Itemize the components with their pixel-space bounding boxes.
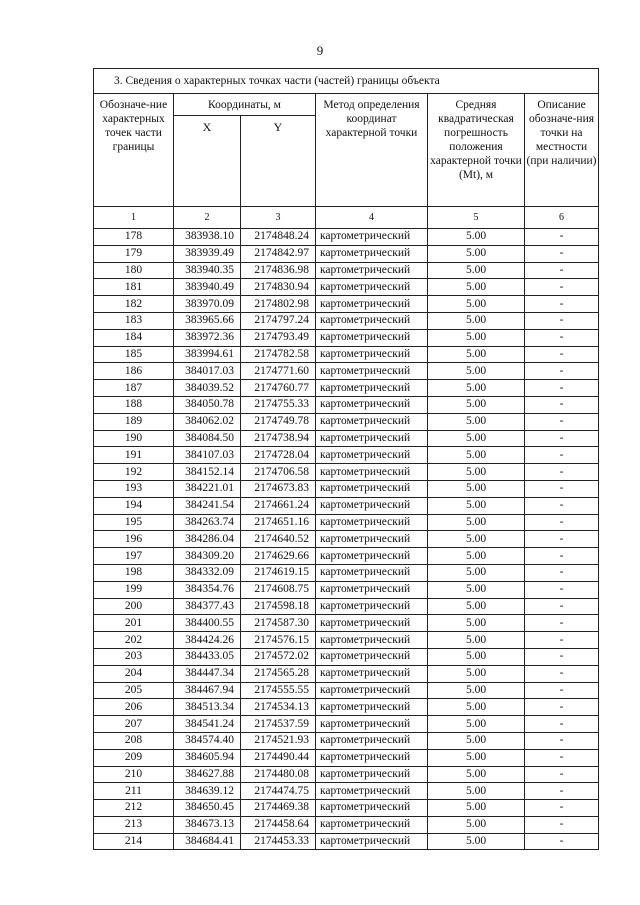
method-cell: картометрический [316, 816, 428, 833]
table-row [94, 464, 599, 481]
column-number: 4 [316, 207, 428, 229]
error-cell: 5.00 [428, 564, 525, 581]
error-cell: 5.00 [428, 279, 525, 296]
description-cell: - [525, 329, 599, 346]
y-coordinate-cell: 2174587.30 [241, 615, 316, 632]
y-coordinate-cell: 2174830.94 [241, 279, 316, 296]
point-number-cell: 190 [94, 430, 174, 447]
method-cell: картометрический [316, 514, 428, 531]
point-number-cell: 180 [94, 262, 174, 279]
table-row [94, 329, 599, 346]
table-row [94, 229, 599, 246]
point-number-cell: 192 [94, 464, 174, 481]
x-coordinate-cell: 384309.20 [174, 548, 241, 565]
method-cell: картометрический [316, 783, 428, 800]
method-cell: картометрический [316, 329, 428, 346]
x-coordinate-cell: 384107.03 [174, 447, 241, 464]
description-cell: - [525, 480, 599, 497]
table-row [94, 766, 599, 783]
y-coordinate-cell: 2174458.64 [241, 816, 316, 833]
error-cell: 5.00 [428, 464, 525, 481]
table-row [94, 800, 599, 817]
y-coordinate-cell: 2174474.75 [241, 783, 316, 800]
x-coordinate-cell: 384639.12 [174, 783, 241, 800]
description-cell: - [525, 363, 599, 380]
table-row [94, 564, 599, 581]
x-coordinate-cell: 384605.94 [174, 749, 241, 766]
y-coordinate-cell: 2174782.58 [241, 346, 316, 363]
x-coordinate-cell: 384433.05 [174, 648, 241, 665]
error-cell: 5.00 [428, 229, 525, 246]
table-row [94, 598, 599, 615]
x-coordinate-cell: 384467.94 [174, 682, 241, 699]
error-cell: 5.00 [428, 783, 525, 800]
description-cell: - [525, 430, 599, 447]
error-cell: 5.00 [428, 732, 525, 749]
error-cell: 5.00 [428, 262, 525, 279]
x-coordinate-cell: 384263.74 [174, 514, 241, 531]
y-coordinate-cell: 2174749.78 [241, 413, 316, 430]
point-number-cell: 195 [94, 514, 174, 531]
description-cell: - [525, 413, 599, 430]
point-number-cell: 181 [94, 279, 174, 296]
y-coordinate-cell: 2174565.28 [241, 665, 316, 682]
point-number-cell: 199 [94, 581, 174, 598]
y-coordinate-cell: 2174661.24 [241, 497, 316, 514]
point-number-cell: 209 [94, 749, 174, 766]
point-number-cell: 203 [94, 648, 174, 665]
error-cell: 5.00 [428, 312, 525, 329]
method-cell: картометрический [316, 732, 428, 749]
x-coordinate-cell: 384400.55 [174, 615, 241, 632]
error-cell: 5.00 [428, 699, 525, 716]
point-number-cell: 208 [94, 732, 174, 749]
method-cell: картометрический [316, 648, 428, 665]
table-row [94, 279, 599, 296]
table-row [94, 783, 599, 800]
x-coordinate-cell: 384084.50 [174, 430, 241, 447]
header-y: Y [241, 116, 316, 207]
y-coordinate-cell: 2174619.15 [241, 564, 316, 581]
column-numbers-row [94, 207, 599, 229]
point-number-cell: 182 [94, 296, 174, 313]
table-row [94, 380, 599, 397]
table-row [94, 682, 599, 699]
y-coordinate-cell: 2174842.97 [241, 245, 316, 262]
method-cell: картометрический [316, 564, 428, 581]
header-method: Метод определения координат характерной точки [316, 94, 428, 207]
method-cell: картометрический [316, 279, 428, 296]
method-cell: картометрический [316, 682, 428, 699]
y-coordinate-cell: 2174760.77 [241, 380, 316, 397]
description-cell: - [525, 766, 599, 783]
point-number-cell: 189 [94, 413, 174, 430]
point-number-cell: 193 [94, 480, 174, 497]
x-coordinate-cell: 383972.36 [174, 329, 241, 346]
table-row [94, 514, 599, 531]
error-cell: 5.00 [428, 632, 525, 649]
table-row [94, 346, 599, 363]
table-row [94, 665, 599, 682]
method-cell: картометрический [316, 548, 428, 565]
error-cell: 5.00 [428, 497, 525, 514]
method-cell: картометрический [316, 296, 428, 313]
description-cell: - [525, 245, 599, 262]
error-cell: 5.00 [428, 531, 525, 548]
section-title: 3. Сведения о характерных точках части (частей) границы объекта [94, 69, 599, 94]
x-coordinate-cell: 384424.26 [174, 632, 241, 649]
error-cell: 5.00 [428, 480, 525, 497]
x-coordinate-cell: 384332.09 [174, 564, 241, 581]
table-row [94, 447, 599, 464]
description-cell: - [525, 632, 599, 649]
y-coordinate-cell: 2174706.58 [241, 464, 316, 481]
table-row [94, 531, 599, 548]
point-number-cell: 179 [94, 245, 174, 262]
description-cell: - [525, 548, 599, 565]
column-number: 2 [174, 207, 241, 229]
point-number-cell: 185 [94, 346, 174, 363]
y-coordinate-cell: 2174651.16 [241, 514, 316, 531]
y-coordinate-cell: 2174572.02 [241, 648, 316, 665]
x-coordinate-cell: 384241.54 [174, 497, 241, 514]
x-coordinate-cell: 383994.61 [174, 346, 241, 363]
table-row [94, 716, 599, 733]
method-cell: картометрический [316, 480, 428, 497]
x-coordinate-cell: 384377.43 [174, 598, 241, 615]
error-cell: 5.00 [428, 245, 525, 262]
y-coordinate-cell: 2174480.08 [241, 766, 316, 783]
error-cell: 5.00 [428, 581, 525, 598]
y-coordinate-cell: 2174836.98 [241, 262, 316, 279]
y-coordinate-cell: 2174848.24 [241, 229, 316, 246]
point-number-cell: 191 [94, 447, 174, 464]
point-number-cell: 187 [94, 380, 174, 397]
point-number-cell: 205 [94, 682, 174, 699]
y-coordinate-cell: 2174738.94 [241, 430, 316, 447]
description-cell: - [525, 312, 599, 329]
method-cell: картометрический [316, 665, 428, 682]
description-cell: - [525, 833, 599, 850]
error-cell: 5.00 [428, 363, 525, 380]
description-cell: - [525, 531, 599, 548]
point-number-cell: 197 [94, 548, 174, 565]
table-row [94, 413, 599, 430]
description-cell: - [525, 783, 599, 800]
y-coordinate-cell: 2174797.24 [241, 312, 316, 329]
table-row [94, 480, 599, 497]
header-description: Описание обозначе-ния точки на местности (при наличии) [525, 94, 599, 207]
table-row [94, 699, 599, 716]
method-cell: картометрический [316, 464, 428, 481]
method-cell: картометрический [316, 716, 428, 733]
x-coordinate-cell: 384673.13 [174, 816, 241, 833]
x-coordinate-cell: 384574.40 [174, 732, 241, 749]
y-coordinate-cell: 2174490.44 [241, 749, 316, 766]
point-number-cell: 178 [94, 229, 174, 246]
x-coordinate-cell: 384541.24 [174, 716, 241, 733]
y-coordinate-cell: 2174728.04 [241, 447, 316, 464]
x-coordinate-cell: 384650.45 [174, 800, 241, 817]
error-cell: 5.00 [428, 682, 525, 699]
x-coordinate-cell: 384050.78 [174, 396, 241, 413]
point-number-cell: 194 [94, 497, 174, 514]
x-coordinate-cell: 384447.34 [174, 665, 241, 682]
point-number-cell: 210 [94, 766, 174, 783]
point-number-cell: 200 [94, 598, 174, 615]
boundary-points-table [93, 68, 599, 850]
x-coordinate-cell: 383938.10 [174, 229, 241, 246]
error-cell: 5.00 [428, 396, 525, 413]
error-cell: 5.00 [428, 598, 525, 615]
description-cell: - [525, 497, 599, 514]
description-cell: - [525, 581, 599, 598]
error-cell: 5.00 [428, 749, 525, 766]
table-row [94, 632, 599, 649]
point-number-cell: 201 [94, 615, 174, 632]
x-coordinate-cell: 383940.49 [174, 279, 241, 296]
table-row [94, 816, 599, 833]
error-cell: 5.00 [428, 430, 525, 447]
table-row [94, 615, 599, 632]
y-coordinate-cell: 2174771.60 [241, 363, 316, 380]
description-cell: - [525, 615, 599, 632]
method-cell: картометрический [316, 766, 428, 783]
y-coordinate-cell: 2174534.13 [241, 699, 316, 716]
method-cell: картометрический [316, 833, 428, 850]
description-cell: - [525, 262, 599, 279]
y-coordinate-cell: 2174555.55 [241, 682, 316, 699]
y-coordinate-cell: 2174640.52 [241, 531, 316, 548]
y-coordinate-cell: 2174453.33 [241, 833, 316, 850]
x-coordinate-cell: 383940.35 [174, 262, 241, 279]
error-cell: 5.00 [428, 800, 525, 817]
table-row [94, 833, 599, 850]
table-row [94, 497, 599, 514]
method-cell: картометрический [316, 497, 428, 514]
method-cell: картометрический [316, 262, 428, 279]
method-cell: картометрический [316, 363, 428, 380]
y-coordinate-cell: 2174755.33 [241, 396, 316, 413]
description-cell: - [525, 296, 599, 313]
x-coordinate-cell: 383939.49 [174, 245, 241, 262]
point-number-cell: 212 [94, 800, 174, 817]
error-cell: 5.00 [428, 329, 525, 346]
method-cell: картометрический [316, 229, 428, 246]
y-coordinate-cell: 2174673.83 [241, 480, 316, 497]
table-row [94, 430, 599, 447]
description-cell: - [525, 682, 599, 699]
table-row [94, 396, 599, 413]
x-coordinate-cell: 384286.04 [174, 531, 241, 548]
error-cell: 5.00 [428, 380, 525, 397]
method-cell: картометрический [316, 380, 428, 397]
y-coordinate-cell: 2174469.38 [241, 800, 316, 817]
method-cell: картометрический [316, 749, 428, 766]
header-point: Обозначе-ние характерных точек части границы [94, 94, 174, 207]
point-number-cell: 204 [94, 665, 174, 682]
description-cell: - [525, 749, 599, 766]
error-cell: 5.00 [428, 766, 525, 783]
error-cell: 5.00 [428, 296, 525, 313]
method-cell: картометрический [316, 581, 428, 598]
error-cell: 5.00 [428, 816, 525, 833]
method-cell: картометрический [316, 430, 428, 447]
error-cell: 5.00 [428, 665, 525, 682]
table-row [94, 581, 599, 598]
method-cell: картометрический [316, 346, 428, 363]
description-cell: - [525, 732, 599, 749]
method-cell: картометрический [316, 598, 428, 615]
x-coordinate-cell: 384221.01 [174, 480, 241, 497]
x-coordinate-cell: 384627.88 [174, 766, 241, 783]
table-row [94, 262, 599, 279]
description-cell: - [525, 816, 599, 833]
description-cell: - [525, 716, 599, 733]
column-number: 5 [428, 207, 525, 229]
description-cell: - [525, 447, 599, 464]
error-cell: 5.00 [428, 648, 525, 665]
x-coordinate-cell: 383965.66 [174, 312, 241, 329]
method-cell: картометрический [316, 615, 428, 632]
x-coordinate-cell: 384152.14 [174, 464, 241, 481]
method-cell: картометрический [316, 447, 428, 464]
description-cell: - [525, 665, 599, 682]
x-coordinate-cell: 384017.03 [174, 363, 241, 380]
table-row [94, 312, 599, 329]
table-row [94, 732, 599, 749]
point-number-cell: 186 [94, 363, 174, 380]
x-coordinate-cell: 384039.52 [174, 380, 241, 397]
error-cell: 5.00 [428, 346, 525, 363]
header-coordinates: Координаты, м [174, 94, 316, 116]
error-cell: 5.00 [428, 833, 525, 850]
method-cell: картометрический [316, 699, 428, 716]
column-number: 6 [525, 207, 599, 229]
point-number-cell: 211 [94, 783, 174, 800]
table-row [94, 548, 599, 565]
description-cell: - [525, 279, 599, 296]
method-cell: картометрический [316, 632, 428, 649]
method-cell: картометрический [316, 245, 428, 262]
y-coordinate-cell: 2174576.15 [241, 632, 316, 649]
description-cell: - [525, 648, 599, 665]
error-cell: 5.00 [428, 514, 525, 531]
description-cell: - [525, 380, 599, 397]
y-coordinate-cell: 2174629.66 [241, 548, 316, 565]
point-number-cell: 183 [94, 312, 174, 329]
point-number-cell: 207 [94, 716, 174, 733]
description-cell: - [525, 396, 599, 413]
method-cell: картометрический [316, 396, 428, 413]
x-coordinate-cell: 384684.41 [174, 833, 241, 850]
point-number-cell: 214 [94, 833, 174, 850]
y-coordinate-cell: 2174802.98 [241, 296, 316, 313]
table-row [94, 296, 599, 313]
point-number-cell: 206 [94, 699, 174, 716]
description-cell: - [525, 598, 599, 615]
y-coordinate-cell: 2174608.75 [241, 581, 316, 598]
method-cell: картометрический [316, 413, 428, 430]
table-row [94, 363, 599, 380]
description-cell: - [525, 564, 599, 581]
error-cell: 5.00 [428, 447, 525, 464]
error-cell: 5.00 [428, 716, 525, 733]
description-cell: - [525, 229, 599, 246]
description-cell: - [525, 346, 599, 363]
y-coordinate-cell: 2174793.49 [241, 329, 316, 346]
point-number-cell: 196 [94, 531, 174, 548]
method-cell: картометрический [316, 531, 428, 548]
description-cell: - [525, 800, 599, 817]
description-cell: - [525, 464, 599, 481]
x-coordinate-cell: 384513.34 [174, 699, 241, 716]
method-cell: картометрический [316, 800, 428, 817]
table-row [94, 245, 599, 262]
table-row [94, 749, 599, 766]
y-coordinate-cell: 2174521.93 [241, 732, 316, 749]
table-row [94, 648, 599, 665]
column-number: 3 [241, 207, 316, 229]
x-coordinate-cell: 384354.76 [174, 581, 241, 598]
y-coordinate-cell: 2174537.59 [241, 716, 316, 733]
column-number: 1 [94, 207, 174, 229]
error-cell: 5.00 [428, 413, 525, 430]
point-number-cell: 188 [94, 396, 174, 413]
method-cell: картометрический [316, 312, 428, 329]
point-number-cell: 184 [94, 329, 174, 346]
x-coordinate-cell: 383970.09 [174, 296, 241, 313]
header-error: Средняя квадратическая погрешность положения характерной точки (Mt), м [428, 94, 525, 207]
point-number-cell: 202 [94, 632, 174, 649]
y-coordinate-cell: 2174598.18 [241, 598, 316, 615]
x-coordinate-cell: 384062.02 [174, 413, 241, 430]
point-number-cell: 213 [94, 816, 174, 833]
header-x: X [174, 116, 241, 207]
error-cell: 5.00 [428, 615, 525, 632]
error-cell: 5.00 [428, 548, 525, 565]
description-cell: - [525, 699, 599, 716]
description-cell: - [525, 514, 599, 531]
page-number: 9 [316, 43, 324, 58]
point-number-cell: 198 [94, 564, 174, 581]
